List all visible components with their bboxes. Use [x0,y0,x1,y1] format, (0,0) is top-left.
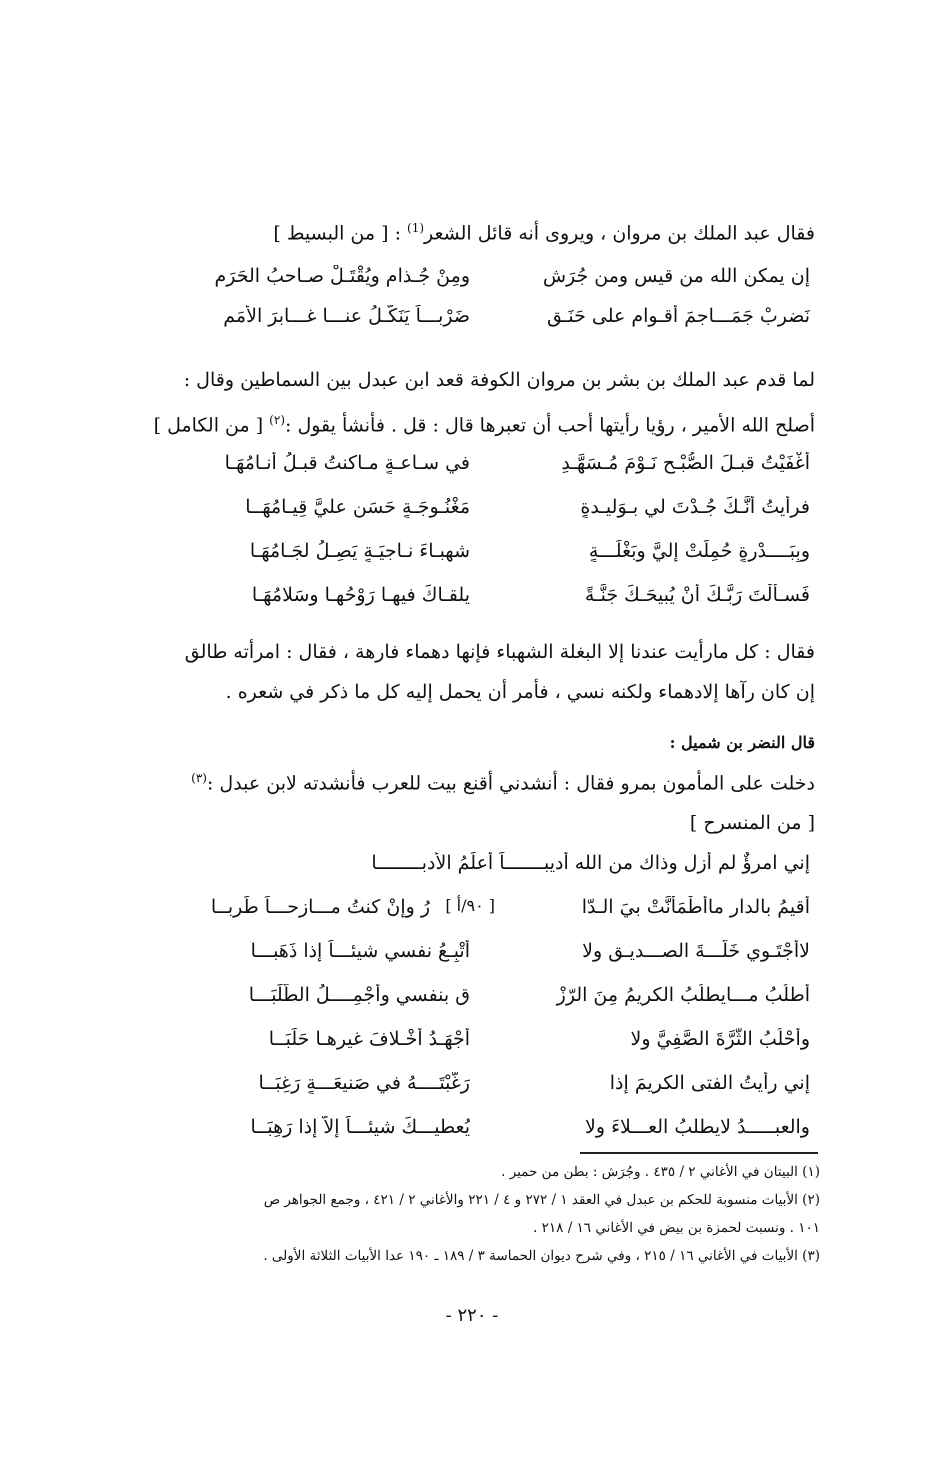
hemistich-second: رُ وإنْ كنتُ مـــازِحـــاً طَرِبــا [210,896,430,918]
paragraph-1 [125,360,815,445]
hemistich-second: أجْهَـدُ أخْـلافَ غيرِهـا حَلَبَــا [268,1028,470,1050]
paragraph-line [125,400,815,445]
hemistich-second: يُعطيـــكَ شيئـــاً إلاّ إذا رَهِبَــا [250,1116,470,1138]
hemistich-first: إني رأيتُ الفتى الكريمَ إذا [609,1072,810,1094]
footnote-divider [580,1152,818,1154]
hemistich-first: فَسـألْتَ رَبَّـكَ أنْ يُبيحَـكَ جَنَّـةً [584,584,810,606]
verse-row [150,940,810,984]
hemistich-first: فرأيتُ أنَّـكَ جُـدْتَ لي بـوَليـدةٍ [580,496,810,518]
paragraph-line: فقال : كل مارأيت عندنا إلا البغلة الشهباء فإنها دهماء فارهة ، فقال : امرأته طالق [184,641,815,663]
verse-row [150,1028,810,1072]
intro-text: فقال عبد الملك بن مروان ، ويروى أنه قائل الشعر [424,222,815,245]
verse-row [150,584,810,628]
verse-row [150,896,810,940]
hemistich-second: ومِنْ جُـذامٍ ويُقْتَـلْ صـاحبُ الحَرَمِ [214,265,470,287]
hemistich-first: لاأجْتَـوي خَلَّـــةَ الصـــديـقِ ولا [582,940,810,962]
intro-text-line [125,208,815,253]
hemistich-first: وأحْلُبُ الثَّرَّةَ الصَّفِيَّ ولا [630,1028,810,1050]
verse-row [150,984,810,1028]
intro-line [125,208,815,253]
meter-kamil: [ من الكامل ] [153,414,270,437]
footnote-ref-3: (٣) [191,771,207,785]
hemistich-second: مَغْنُـوجَـةٍ حَسَنٍ عليَّ قِيـامُهَــا [245,496,470,518]
hemistich-second: رَغّبْتَــــهُ في صَنيعَـــةٍ رَغِبَــا [258,1072,470,1094]
poem-3 [150,852,810,1160]
paragraph-text: أصلح الله الأمير ، رؤيا رأيتها أحب أن تعبرها قال : قل . فأنشأ يقول : [285,414,815,437]
manuscript-page-marker: [ ٩٠/أ ] [445,896,495,915]
meter-munsarih: [ من المنسرح ] [689,812,815,835]
paragraph-text: دخلت على المأمون بمرو فقال : أنشدني أقنع بيت للعرب فأنشدته لابن عبدل : [206,772,815,795]
poem-1 [150,265,810,345]
narrator-heading: قال النضر بن شميل : [669,733,815,752]
meter-basit: : [ من البسيط ] [273,222,408,245]
page-number: - ٢٢٠ - [445,1305,499,1326]
hemistich-first: نَضربْ جَمَـــاجمَ أقـوامٍ على حَنَـقٍ [546,305,810,327]
hemistich-first: أقيمُ بالدارِ ماأطْمَأنَّتْ بيَ الـدّا [581,896,810,918]
verse-row [150,1072,810,1116]
paragraph-2 [125,632,815,712]
footnote-ref-1: (1) [407,221,425,235]
footnote-ref-2: (٢) [269,413,285,427]
verse-row [150,540,810,584]
verse-row [150,265,810,305]
hemistich-first: إن يمكن الله من قيس ومن جُرَشٍ [542,265,810,287]
paragraph-3 [125,728,815,843]
footnote-3: (٣) الأبيات في الأغاني ١٦ / ٢١٥ ، وفي شرح ديوان الحماسة ٣ / ١٨٩ ـ ١٩٠ عدا الأبيات الثلاثة الأولى . [263,1248,820,1264]
footnote-2: (٢) الأبيات منسوبة للحكم بن عبدل في العقد ١ / ٢٧٢ و ٤ / ٢٢١ والأغاني ٢ / ٤٢١ ، وجمع الجواهر ص [263,1192,820,1208]
footnote-2-cont: ١٠١ . ونسبت لحمزة بن بيض في الأغاني ١٦ / ٢١٨ . [533,1220,820,1236]
hemistich-second: شهبـاءَ نـاجيَـةٍ يَصِـلُ لجَـامُهَـا [249,540,470,562]
hemistich-second: يلقـاكَ فيهـا رَوْحُهـا وسَلامُهَـا [251,584,470,606]
hemistich-first: أغْفَيْتُ قبـلَ الصُّبْـحِ نَـوْمَ مُـسَهَّـدِ [561,452,810,474]
verse-row [150,452,810,496]
verse-row [150,496,810,540]
poem-2 [150,452,810,628]
verse-full-line: إني امرؤٌ لم أزل وذاك من الله أديبـــــــاً أعلِّمُ الأدبــــــــا [371,852,810,874]
paragraph-line [125,758,815,803]
verse-row [150,305,810,345]
hemistich-second: ضَرْبـــاً يَنَكَّـلُ عنـــا غـــابرَ الأمَمِ [223,305,470,327]
footnotes [120,1158,820,1270]
hemistich-second: في سـاعـةٍ مـاكنتُ قبـلُ أنـامُهَـا [224,452,470,474]
hemistich-second: قِ بنفسي وأُجْمِــــلُ الطّلَبَـــا [248,984,470,1006]
footnote-1: (١) البيتان في الأغاني ٢ / ٤٣٥ . وجُرَش : بطن من حمير . [501,1164,820,1180]
hemistich-second: أتْبِـعُ نفسي شيئـــاً إذا ذَهَبـــا [250,940,470,962]
paragraph-line: إن كان رآها إلادهماء ولكنه نسي ، فأمر أن يحمل إليه كل ما ذكر في شعره . [225,681,815,703]
hemistich-first: والعبـــــدُ لايطلبُ العـــلاءَ ولا [585,1116,810,1138]
verse-row [150,852,810,896]
hemistich-first: أطلُبُ مـــايطلُبُ الكريمُ مِنَ الرّزْ [556,984,810,1006]
hemistich-first: وبِبَــــدْرةٍ حُمِلَتْ إليَّ وبَغْلَـــةٍ [588,540,810,562]
paragraph-line: لما قدم عبد الملك بن بشر بن مروان الكوفة قعد ابن عبدل بين السماطين وقال : [183,369,815,391]
